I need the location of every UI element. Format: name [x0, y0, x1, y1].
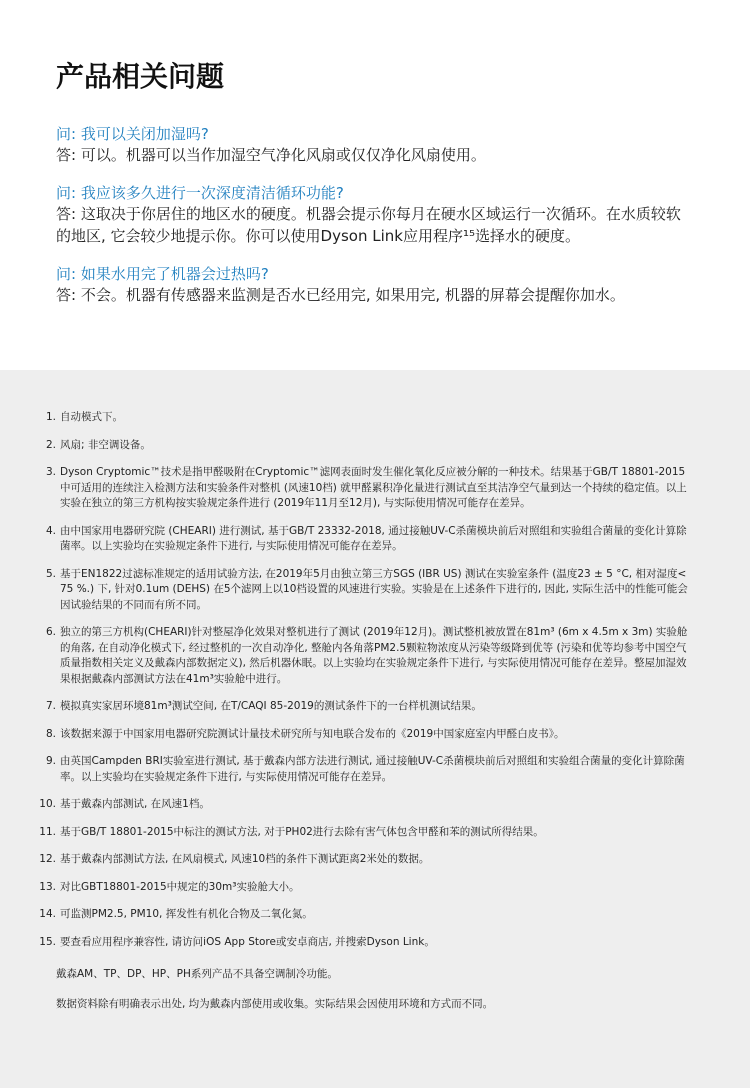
faq-answer: 答: 这取决于你居住的地区水的硬度。机器会提示你每月在硬水区域运行一次循环。在水质较软的地区, 它会较少地提示你。你可以使用Dyson Link应用程序¹⁵选择水的硬度。 — [56, 205, 681, 245]
footnote-number: 10. — [39, 798, 56, 810]
footnote-text: 基于戴森内部测试方法, 在风扇模式, 风速10档的条件下测试距离2米处的数据。 — [60, 853, 430, 865]
faq-item — [56, 264, 694, 306]
footnote-item — [36, 524, 690, 555]
footnote-item — [36, 567, 690, 614]
footnote-text: 模拟真实家居环境81m³测试空间, 在T/CAQI 85-2019的测试条件下的一台样机测试结果。 — [60, 700, 482, 712]
footnote-item — [36, 625, 690, 687]
faq-question: 问: 我应该多久进行一次深度清洁循环功能? — [56, 184, 344, 202]
faq-section — [0, 0, 750, 370]
faq-answer: 答: 可以。机器可以当作加湿空气净化风扇或仅仅净化风扇使用。 — [56, 146, 486, 164]
footnote-number: 7. — [45, 700, 56, 712]
footnote-number: 8. — [45, 727, 56, 740]
footnote-number: 12. — [39, 853, 56, 865]
footnote-text: Dyson Cryptomic™技术是指甲醛吸附在Cryptomic™滤网表面时发生催化氧化反应被分解的一种技术。结果基于GB/T 18801-2015中可适用的连续注入检测方法和实验条件对整机 (风速10档) 就甲醛累积净化量进行测试直至其洁净空气量到达一个持续的稳定值。以上实验在独立的第三方机构按实验规定条件进行 (2019年11月至12月), 与实际使用情况可能存在差异。 — [60, 466, 687, 509]
footnote-number: 6. — [45, 626, 56, 638]
footnote-text: 由中国家用电器研究院 (CHEARI) 进行测试, 基于GB/T 23332-2018, 通过接触UV-C杀菌模块前后对照组和实验组合菌量的变化计算除菌率。以上实验均在实验规定条件下进行, 与实际使用情况可能存在差异。 — [60, 524, 687, 552]
footnote-number: 13. — [39, 880, 56, 893]
footnote-text: 独立的第三方机构(CHEARI)针对整屋净化效果对整机进行了测试 (2019年12月)。测试整机被放置在81m³ (6m x 4.5m x 3m) 实验舱的角落, 在自动净化模式下, 经过整机的一次自动净化, 整舱内各角落PM2.5颗粒物浓度从污染等级降到优等 (污染和优等均参考中国空气质量指数相关定义及戴森内部数据定义), 然后机器休眠。以上实验均在实验规定条件下进行, 与实际使用情况可能存在差异。整屋加湿效果根据戴森内部测试方法在41m³实验舱中进行。 — [60, 626, 688, 685]
footnotes-section — [0, 370, 750, 1088]
footnote-number: 15. — [39, 935, 56, 948]
footnote-item — [36, 699, 690, 715]
footnote-text: 基于EN1822过滤标准规定的适用试验方法, 在2019年5月由独立第三方SGS (IBR US) 测试在实验室条件 (温度23 ± 5 °C, 相对湿度< 75 %.) 下, 针对0.1um (DEHS) 在5个滤网上以10档设置的风速进行实验。实验是在上述条件下进行的, 因此, 实际生活中的性能可能会因试验结果的不同而有所不同。 — [60, 567, 688, 611]
footnote-text: 基于GB/T 18801-2015中标注的测试方法, 对于PH02进行去除有害气体包含甲醛和苯的测试所得结果。 — [60, 825, 544, 838]
footnote-number: 14. — [39, 908, 56, 920]
extra-note: 数据资料除有明确表示出处, 均为戴森内部使用或收集。实际结果会因使用环境和方式而不同。 — [56, 998, 494, 1010]
footnote-text: 可监测PM2.5, PM10, 挥发性有机化合物及二氧化氮。 — [60, 908, 313, 920]
footnote-item — [36, 935, 690, 951]
footnote-item — [36, 852, 690, 868]
footnote-item — [36, 465, 690, 512]
faq-item — [56, 183, 694, 247]
footnote-number: 5. — [45, 567, 56, 580]
footnote-item — [36, 438, 690, 454]
footnote-item — [36, 410, 690, 426]
footnote-number: 11. — [39, 825, 56, 838]
footnote-text: 该数据来源于中国家用电器研究院测试计量技术研究所与知电联合发布的《2019中国家庭室内甲醛白皮书》。 — [60, 727, 565, 740]
footnote-number: 1. — [45, 411, 56, 423]
footnote-text: 基于戴森内部测试, 在风速1档。 — [60, 798, 210, 810]
footnote-item — [36, 907, 690, 923]
faq-answer: 答: 不会。机器有传感器来监测是否水已经用完, 如果用完, 机器的屏幕会提醒你加水。 — [56, 286, 625, 304]
footnote-number: 4. — [45, 524, 56, 537]
footnote-item — [36, 880, 690, 896]
extra-notes — [56, 966, 690, 1012]
footnote-text: 风扇; 非空调设备。 — [60, 438, 151, 451]
faq-item — [56, 124, 694, 166]
extra-note: 戴森AM、TP、DP、HP、PH系列产品不具备空调制冷功能。 — [56, 968, 338, 980]
footnote-text: 由英国Campden BRI实验室进行测试, 基于戴森内部方法进行测试, 通过接触UV-C杀菌模块前后对照组和实验组合菌量的变化计算除菌率。以上实验均在实验规定条件下进行, 与实际使用情况可能存在差异。 — [60, 755, 685, 783]
faq-question: 问: 我可以关闭加湿吗? — [56, 125, 209, 143]
footnote-number: 2. — [45, 438, 56, 451]
footnote-number: 3. — [45, 466, 56, 478]
footnote-list — [36, 410, 690, 950]
faq-question: 问: 如果水用完了机器会过热吗? — [56, 265, 269, 283]
faq-title: 产品相关问题 — [56, 60, 225, 93]
footnote-item — [36, 754, 690, 785]
footnote-item — [36, 825, 690, 841]
footnote-text: 对比GBT18801-2015中规定的30m³实验舱大小。 — [60, 880, 300, 893]
footnote-item — [36, 727, 690, 743]
footnote-text: 要查看应用程序兼容性, 请访问iOS App Store或安卓商店, 并搜索Dyson Link。 — [60, 935, 435, 948]
footnote-number: 9. — [45, 755, 56, 767]
footnote-text: 自动模式下。 — [60, 411, 123, 423]
footnote-item — [36, 797, 690, 813]
